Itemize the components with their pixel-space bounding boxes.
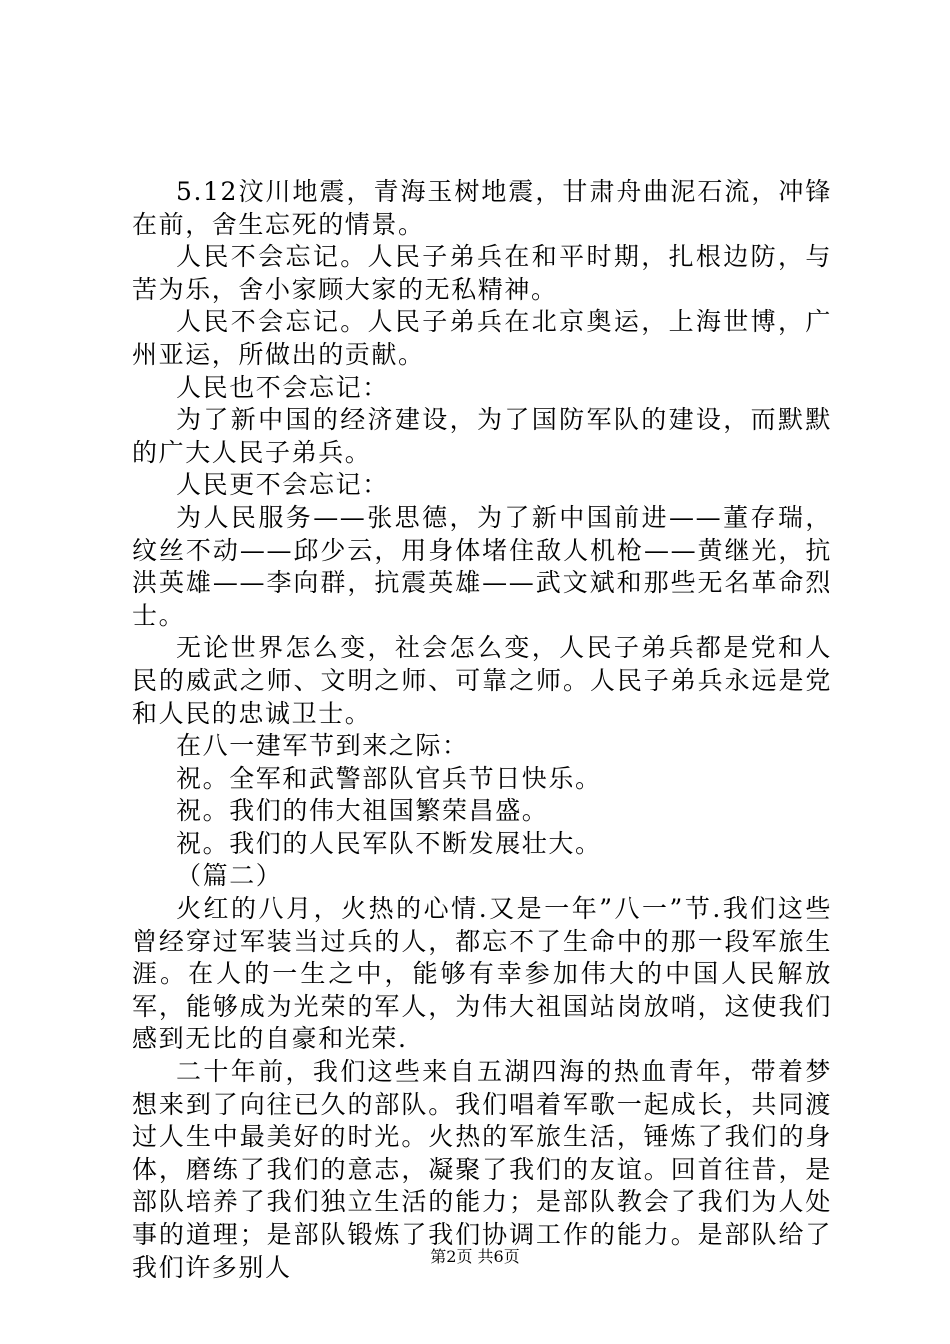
paragraph: 在八一建军节到来之际： [176, 731, 469, 761]
paragraph: 人民更不会忘记： [176, 470, 389, 500]
paragraph: 祝。我们的人民军队不断发展壮大。 [176, 828, 602, 858]
paragraph: 为人民服务——张思德，为了新中国前进——董存瑞，纹丝不动——邱少云，用身体堵住敌人机枪——黄继光，抗洪英雄——李向群，抗震英雄——武文斌和那些无名革命烈士。 [132, 502, 832, 630]
paragraph: 人民不会忘记。人民子弟兵在北京奥运，上海世博，广州亚运，所做出的贡献。 [132, 307, 832, 369]
paragraph: 人民也不会忘记： [176, 372, 389, 402]
paragraph: 无论世界怎么变，社会怎么变，人民子弟兵都是党和人民的威武之师、文明之师、可靠之师。人民子弟兵永远是党和人民的忠诚卫士。 [132, 633, 832, 728]
section-heading: （篇二） [176, 861, 283, 891]
document-body [132, 176, 832, 1284]
paragraph: 火红的八月，火热的心情.又是一年”八一”节.我们这些曾经穿过军装当过兵的人，都忘不了生命中的那一段军旅生涯。在人的一生之中，能够有幸参加伟大的中国人民解放军，能够成为光荣的军人，为伟大祖国站岗放哨，这使我们感到无比的自豪和光荣. [132, 894, 832, 1054]
paragraph: 祝。我们的伟大祖国繁荣昌盛。 [176, 796, 549, 826]
page-number: 第2页 共6页 [430, 1247, 520, 1266]
paragraph: 人民不会忘记。人民子弟兵在和平时期，扎根边防，与苦为乐，舍小家顾大家的无私精神。 [132, 242, 832, 304]
page-footer [0, 1244, 950, 1267]
paragraph: 为了新中国的经济建设，为了国防军队的建设，而默默的广大人民子弟兵。 [132, 405, 832, 467]
paragraph: 5.12汶川地震，青海玉树地震，甘肃舟曲泥石流，冲锋在前，舍生忘死的情景。 [132, 177, 832, 239]
paragraph: 祝。全军和武警部队官兵节日快乐。 [176, 763, 602, 793]
paragraph: 二十年前，我们这些来自五湖四海的热血青年，带着梦想来到了向往已久的部队。我们唱着军歌一起成长，共同渡过人生中最美好的时光。火热的军旅生活，锤炼了我们的身体，磨练了我们的意志，凝聚了我们的友谊。回首往昔，是部队培养了我们独立生活的能力；是部队教会了我们为人处事的道理；是部队锻炼了我们协调工作的能力。是部队给了我们许多别人 [132, 1057, 832, 1282]
